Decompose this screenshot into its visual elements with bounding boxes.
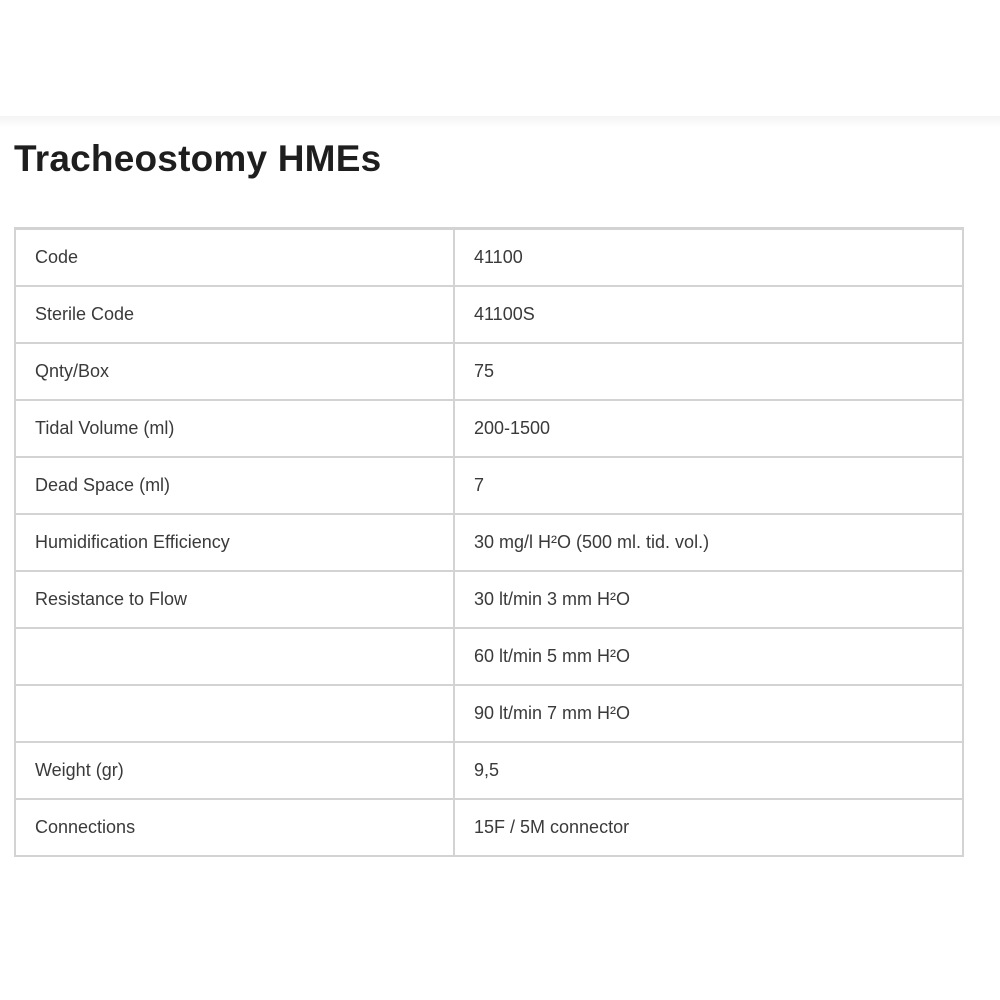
- spec-table: [14, 227, 964, 857]
- row-label: Sterile Code: [15, 286, 454, 343]
- row-label: Code: [15, 229, 454, 287]
- row-label: Dead Space (ml): [15, 457, 454, 514]
- row-value: 75: [454, 343, 963, 400]
- table-row: [15, 400, 963, 457]
- row-label: [15, 685, 454, 742]
- table-row: [15, 571, 963, 628]
- row-label: [15, 628, 454, 685]
- row-label: Humidification Efficiency: [15, 514, 454, 571]
- table-row: [15, 457, 963, 514]
- page-title: Tracheostomy HMEs: [14, 138, 382, 179]
- row-label: Tidal Volume (ml): [15, 400, 454, 457]
- row-label: Connections: [15, 799, 454, 856]
- row-value: 30 lt/min 3 mm H²O: [454, 571, 963, 628]
- table-row: [15, 685, 963, 742]
- row-value: 41100: [454, 229, 963, 287]
- row-label: Resistance to Flow: [15, 571, 454, 628]
- row-value: 41100S: [454, 286, 963, 343]
- row-value: 7: [454, 457, 963, 514]
- table-row: [15, 799, 963, 856]
- row-value: 9,5: [454, 742, 963, 799]
- table-row: [15, 343, 963, 400]
- table-row: [15, 229, 963, 287]
- row-value: 60 lt/min 5 mm H²O: [454, 628, 963, 685]
- table-row: [15, 742, 963, 799]
- table-row: [15, 628, 963, 685]
- table-row: [15, 514, 963, 571]
- table-row: [15, 286, 963, 343]
- row-value: 15F / 5M connector: [454, 799, 963, 856]
- row-label: Weight (gr): [15, 742, 454, 799]
- row-value: 200-1500: [454, 400, 963, 457]
- row-label: Qnty/Box: [15, 343, 454, 400]
- row-value: 90 lt/min 7 mm H²O: [454, 685, 963, 742]
- row-value: 30 mg/l H²O (500 ml. tid. vol.): [454, 514, 963, 571]
- header-divider: [0, 116, 1000, 128]
